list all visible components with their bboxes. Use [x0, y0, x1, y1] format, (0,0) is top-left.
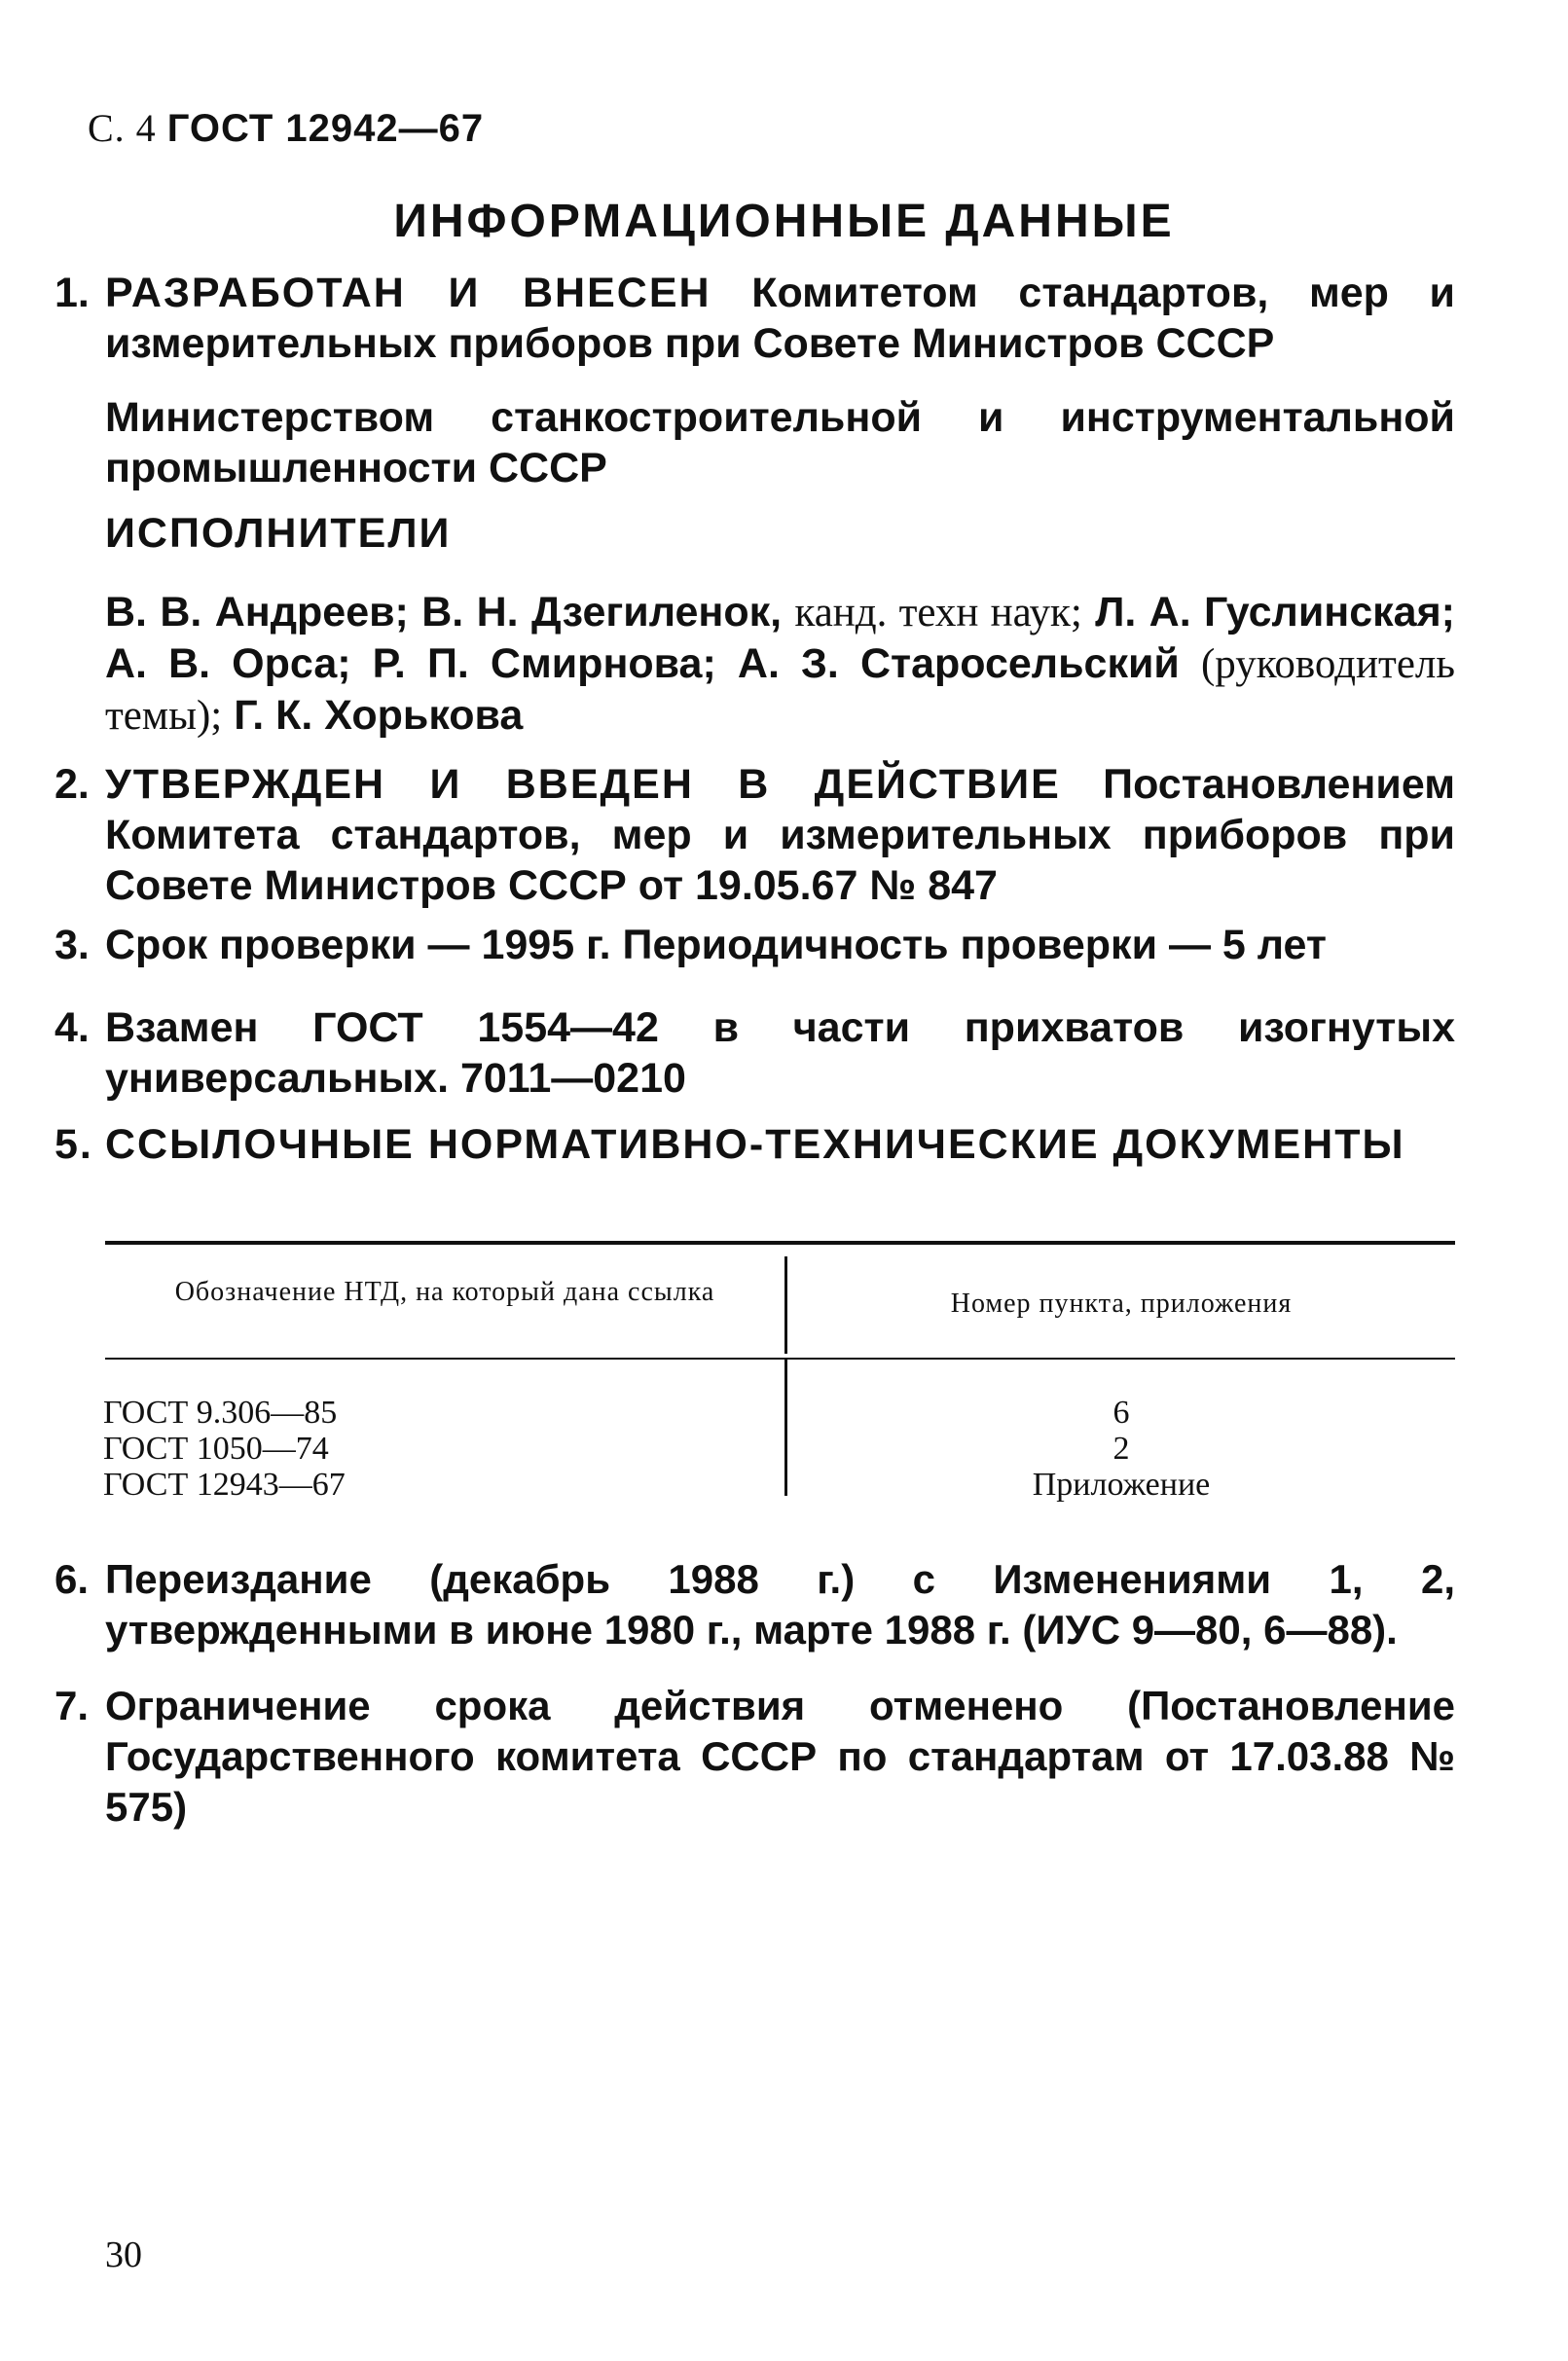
- item-5: [55, 1119, 1455, 1170]
- performer-title: канд. техн наук;: [794, 590, 1082, 636]
- performer: В. В. Андреев;: [105, 589, 409, 636]
- performer: В. Н. Дзегиленок,: [421, 589, 783, 636]
- item-text: Переиздание (декабрь 1988 г.) с Изменениями 1, 2, утвержденными в июне 1980 г., марте 1988 г. (ИУС 9—80, 6—88).: [105, 1556, 1455, 1653]
- table-cell: 2: [1112, 1431, 1130, 1467]
- item-6: [55, 1554, 1455, 1655]
- table-cell: ГОСТ 12943—67: [103, 1467, 346, 1503]
- performers-heading: ИСПОЛНИТЕЛИ: [105, 510, 452, 557]
- performer: Г. К. Хорькова: [234, 692, 524, 739]
- item-text: Постановлением Комитета стандартов, мер и измерительных приборов при Совете Министров СССР от 19.05.67 № 847: [105, 761, 1455, 909]
- item-7: [55, 1681, 1455, 1833]
- page-title: ИНФОРМАЦИОННЫЕ ДАННЫЕ: [393, 196, 1175, 247]
- item-heading: УТВЕРЖДЕН И ВВЕДЕН В ДЕЙСТВИЕ: [105, 761, 1061, 808]
- performer: А. В. Орса;: [105, 640, 351, 687]
- item-number: 3.: [55, 922, 90, 968]
- item-3: [55, 920, 1455, 970]
- item-4: [55, 1002, 1455, 1104]
- performer-title: (руководитель темы);: [105, 641, 1456, 739]
- item-number: 4.: [55, 1004, 90, 1051]
- page-marker: С. 4: [88, 106, 157, 150]
- item-1: [55, 268, 1455, 369]
- performer: Л. А. Гуслинская;: [1095, 589, 1455, 636]
- item-number: 1.: [55, 270, 90, 316]
- column-header: Номер пункта, приложения: [950, 1289, 1293, 1319]
- page-header: [88, 105, 484, 151]
- standard-code: ГОСТ 12942—67: [166, 107, 485, 150]
- item-text: Ограничение срока действия отменено (Постановление Государственного комитета СССР по стандартам от 17.03.88 № 575): [105, 1683, 1455, 1830]
- performer: А. З. Старосельский: [737, 640, 1180, 687]
- table-top-rule: [105, 1241, 1455, 1245]
- item-text: Срок проверки — 1995 г. Периодичность проверки — 5 лет: [105, 922, 1327, 968]
- item-2: [55, 759, 1455, 911]
- performer: Р. П. Смирнова;: [372, 640, 716, 687]
- table-cell: ГОСТ 1050—74: [103, 1431, 329, 1467]
- item-number: 6.: [55, 1556, 90, 1602]
- item-number: 2.: [55, 761, 90, 808]
- page-number: 30: [105, 2234, 142, 2275]
- item-number: 5.: [55, 1121, 93, 1168]
- column-header: Обозначение НТД, на который дана ссылка: [174, 1277, 715, 1307]
- table-cell: 6: [1112, 1395, 1130, 1431]
- item-heading: ССЫЛОЧНЫЕ НОРМАТИВНО-ТЕХНИЧЕСКИЕ ДОКУМЕНТЫ: [105, 1121, 1405, 1168]
- ministry-text: Министерством станкостроительной и инструментальной промышленности СССР: [105, 394, 1455, 491]
- item-1-ministry: [105, 392, 1455, 493]
- table-cell: Приложение: [1032, 1467, 1211, 1503]
- item-text: Комитетом стандартов, мер и измерительных приборов при Совете Министров СССР: [105, 270, 1455, 367]
- table-header-rule: [105, 1358, 1455, 1360]
- performers-list: [105, 587, 1455, 742]
- item-number: 7.: [55, 1683, 90, 1728]
- table-cell: ГОСТ 9.306—85: [103, 1395, 338, 1431]
- item-text: Взамен ГОСТ 1554—42 в части прихватов изогнутых универсальных. 7011—0210: [105, 1004, 1455, 1102]
- item-heading: РАЗРАБОТАН И ВНЕСЕН: [105, 270, 711, 316]
